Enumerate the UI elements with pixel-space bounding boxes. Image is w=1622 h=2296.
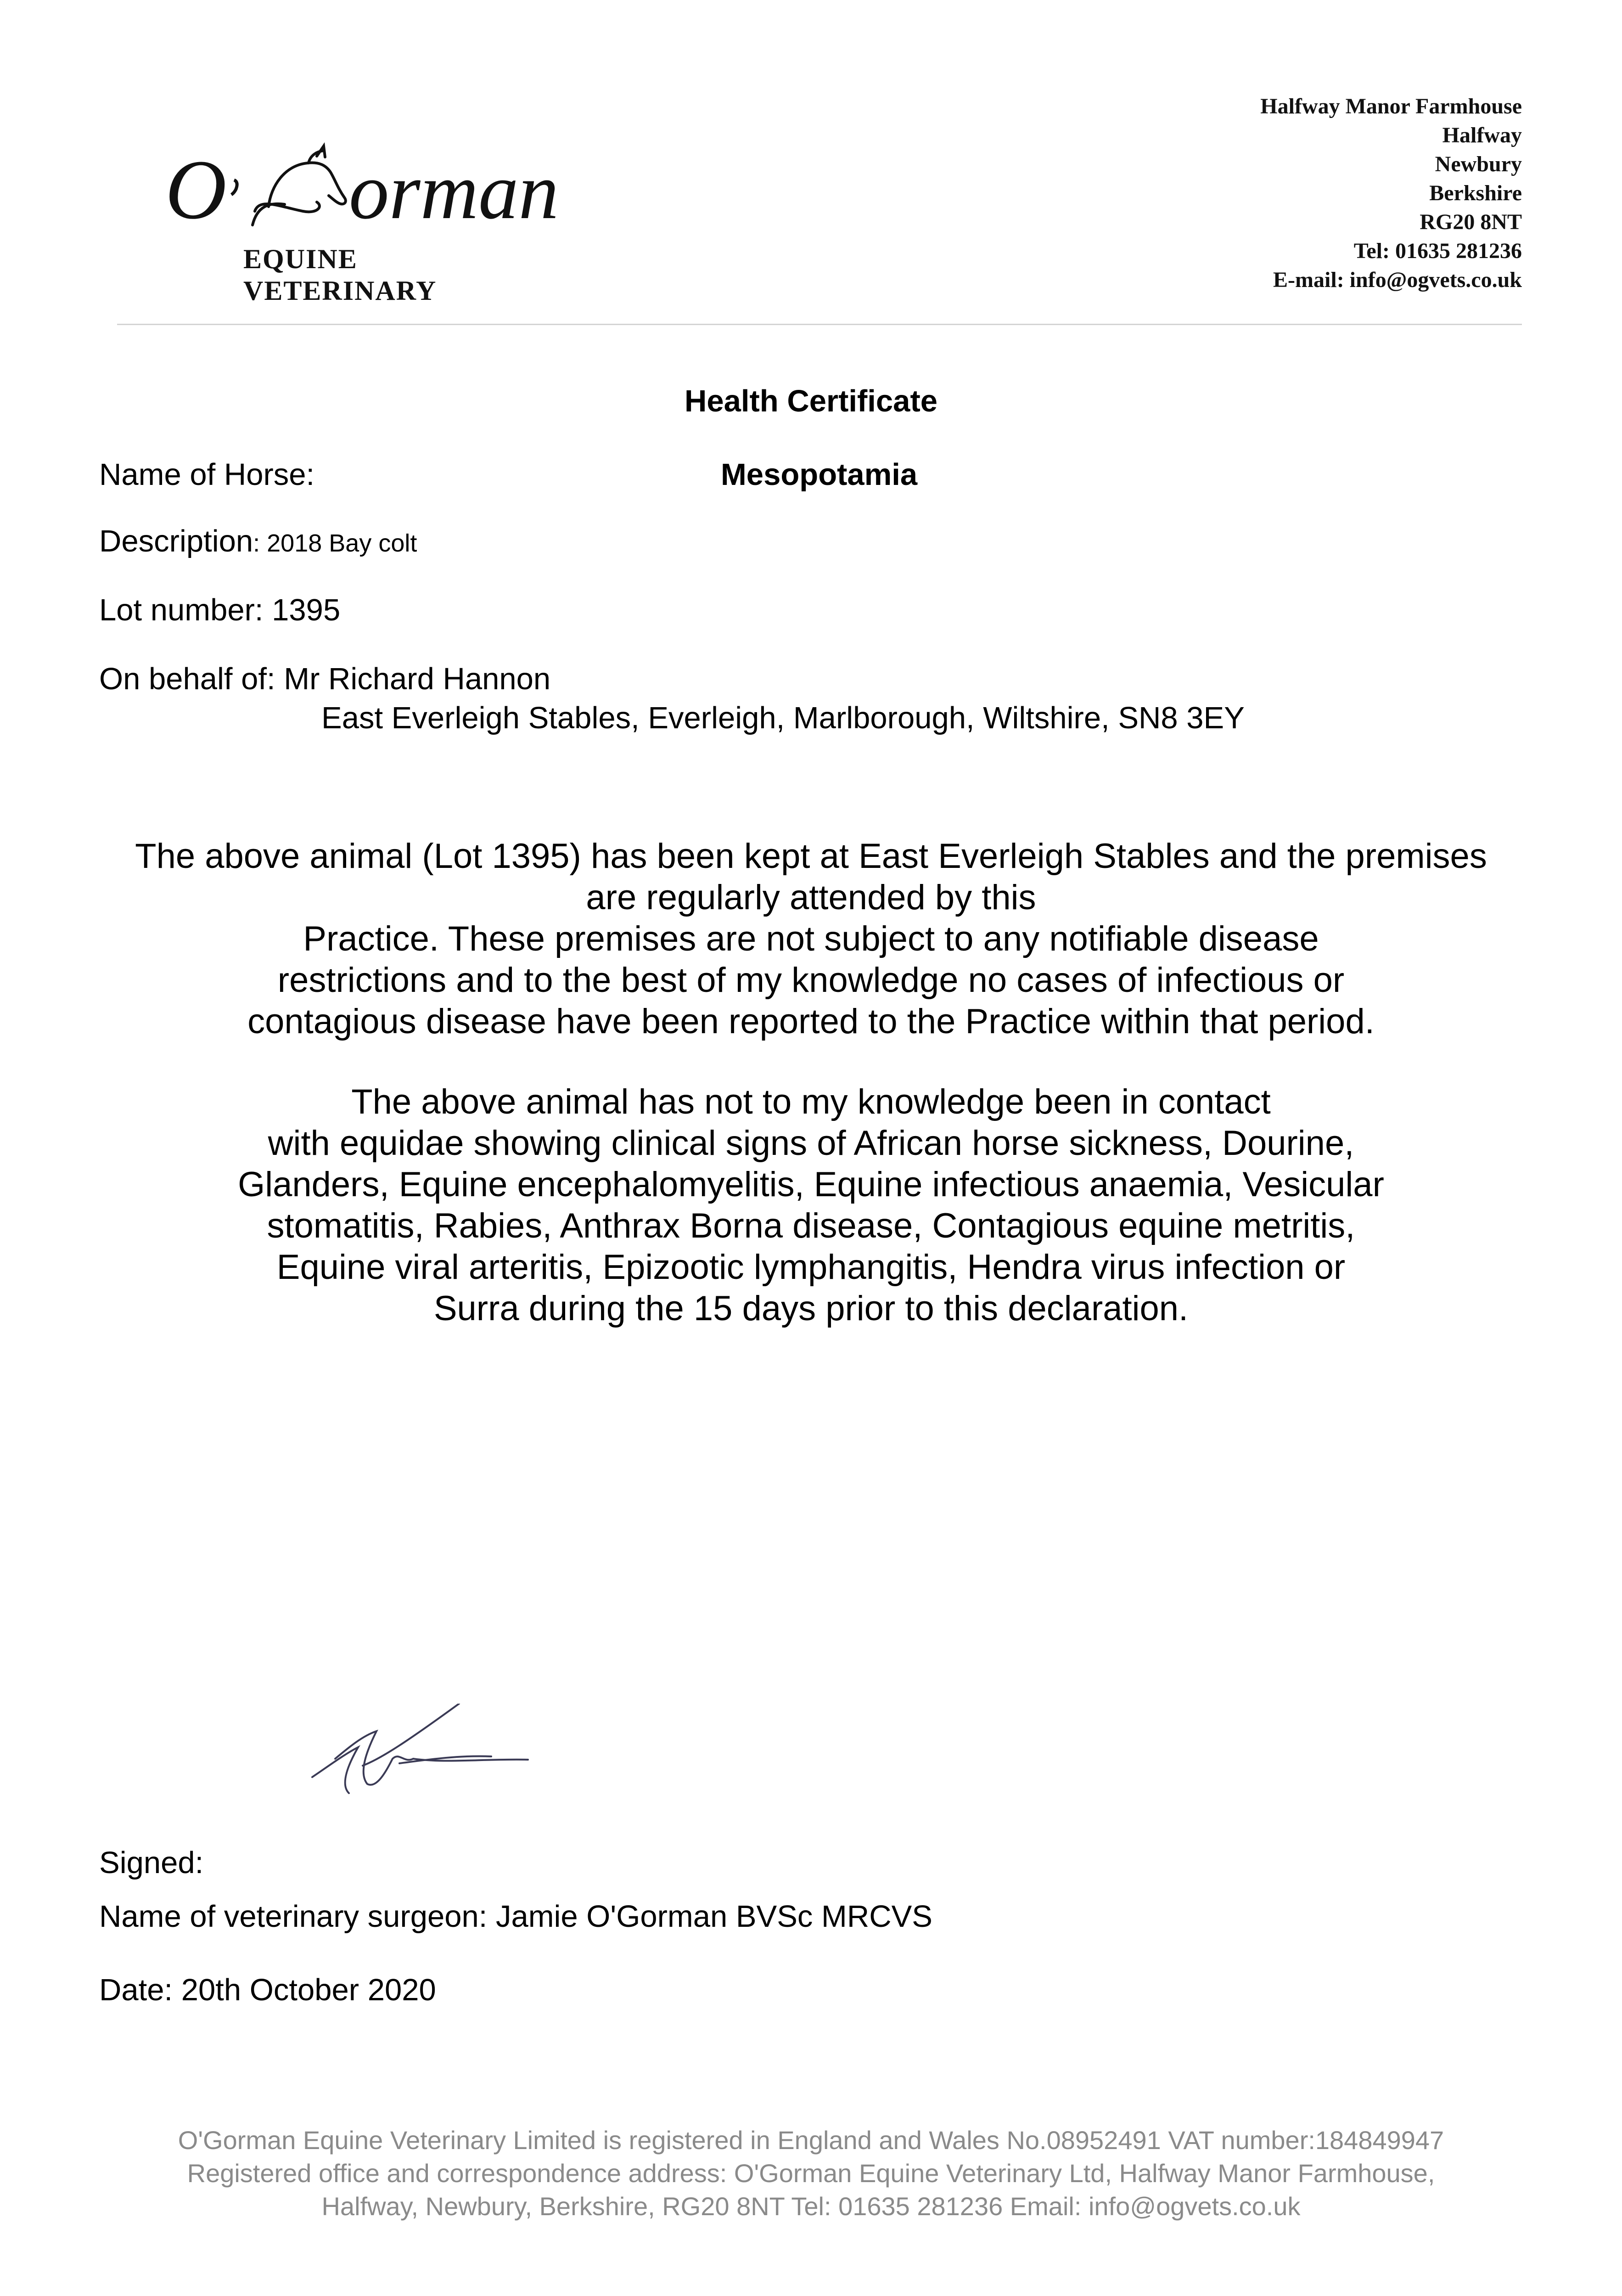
logo-letter-o: O [165, 143, 227, 237]
signature-image [308, 1704, 533, 1809]
paragraph-line: The above animal (Lot 1395) has been kept at East Everleigh Stables and the premises [135, 837, 1487, 876]
address-line: Berkshire [1429, 181, 1522, 205]
address-line: RG20 8NT [1420, 210, 1522, 234]
horse-name-value: Mesopotamia [721, 457, 918, 492]
logo-wordmark [165, 138, 606, 239]
on-behalf-of: On behalf of: Mr Richard Hannon [99, 662, 551, 696]
horse-head-icon [253, 146, 346, 225]
address-line: Halfway Manor Farmhouse [1260, 94, 1522, 118]
paragraph-line: stomatitis, Rabies, Anthrax Borna disease, Contagious equine metritis, [267, 1206, 1355, 1245]
paragraph-line: restrictions and to the best of my knowledge no cases of infectious or [277, 961, 1345, 1000]
paragraph-line: The above animal has not to my knowledge been in contact [351, 1082, 1271, 1121]
paragraph-line: contagious disease have been reported to the Practice within that period. [247, 1002, 1375, 1041]
document-title: Health Certificate [684, 384, 938, 418]
description-value: : 2018 Bay colt [253, 529, 417, 557]
registration-footer [0, 2124, 1622, 2223]
address-email: E-mail: info@ogvets.co.uk [1273, 268, 1522, 292]
footer-line: Halfway, Newbury, Berkshire, RG20 8NT Tel: 01635 281236 Email: info@ogvets.co.uk [321, 2192, 1301, 2221]
paragraph-line: are regularly attended by this [586, 878, 1036, 917]
paragraph-line: Equine viral arteritis, Epizootic lymphangitis, Hendra virus infection or [276, 1248, 1346, 1287]
address-phone: Tel: 01635 281236 [1353, 239, 1522, 263]
practice-address [1063, 92, 1522, 294]
header-divider [117, 324, 1522, 325]
lot-number: Lot number: 1395 [99, 593, 341, 627]
veterinary-surgeon-name: Name of veterinary surgeon: Jamie O'Gorman BVSc MRCVS [99, 1899, 932, 1934]
certificate-date: Date: 20th October 2020 [99, 1973, 436, 2007]
signed-label: Signed: [99, 1846, 204, 1880]
logo-apostrophe [231, 180, 237, 195]
description-label: Description [99, 524, 253, 558]
footer-line: O'Gorman Equine Veterinary Limited is registered in England and Wales No.08952491 VAT number:184849947 [178, 2126, 1444, 2155]
paragraph-line: Practice. These premises are not subject to any notifiable disease [303, 919, 1319, 958]
description-field [99, 523, 417, 559]
logo-subtitle: EQUINE VETERINARY [243, 244, 437, 306]
address-line: Halfway [1442, 123, 1522, 147]
logo-letters-orman: orman [349, 146, 559, 236]
footer-line: Registered office and correspondence address: O'Gorman Equine Veterinary Ltd, Halfway Manor Farmhouse, [187, 2159, 1435, 2188]
paragraph-line: Surra during the 15 days prior to this declaration. [433, 1289, 1189, 1328]
paragraph-line: Glanders, Equine encephalomyelitis, Equine infectious anaemia, Vesicular [238, 1165, 1384, 1204]
horse-name-label: Name of Horse: [99, 457, 315, 492]
disease-contact-declaration [92, 1081, 1530, 1329]
premises-declaration [92, 836, 1530, 1042]
paragraph-line: with equidae showing clinical signs of African horse sickness, Dourine, [268, 1124, 1354, 1163]
company-logo [165, 106, 606, 306]
address-line: Newbury [1435, 152, 1522, 176]
on-behalf-address: East Everleigh Stables, Everleigh, Marlborough, Wiltshire, SN8 3EY [321, 701, 1245, 735]
